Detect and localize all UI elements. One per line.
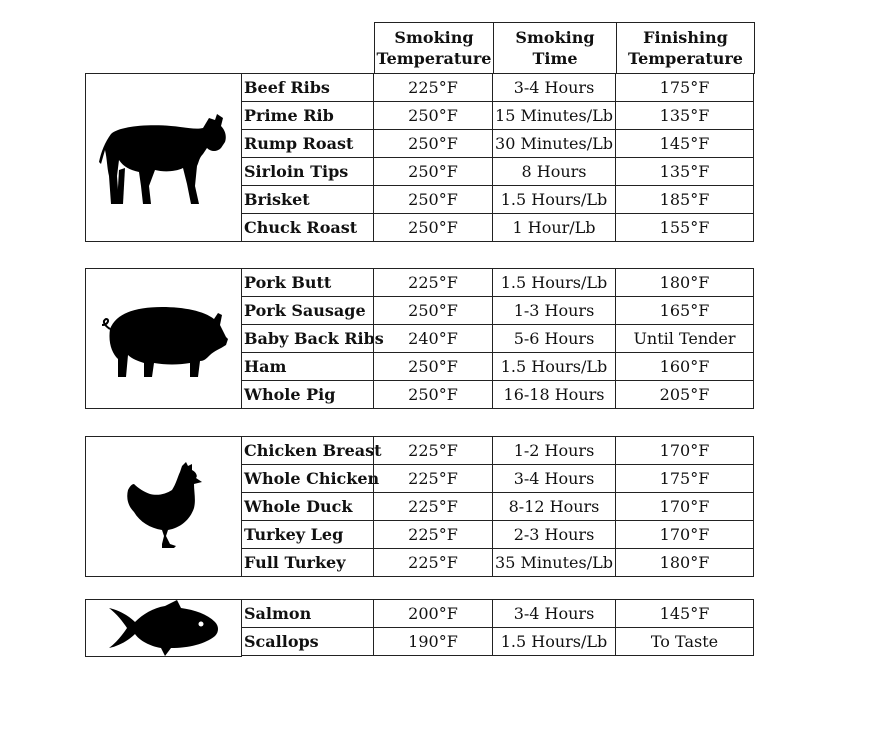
table-row: [241, 157, 754, 186]
smoking-time: 3-4 Hours: [492, 73, 616, 102]
finishing-temperature: 205°F: [615, 380, 754, 409]
meat-name: Beef Ribs: [241, 73, 374, 102]
smoking-temperature: 190°F: [373, 627, 493, 656]
smoking-time: 1.5 Hours/Lb: [492, 627, 616, 656]
finishing-temperature: 160°F: [615, 352, 754, 381]
meat-name: Whole Duck: [241, 492, 374, 521]
smoking-time: 2-3 Hours: [492, 520, 616, 549]
meat-name: Chicken Breast: [241, 436, 374, 465]
smoking-time: 30 Minutes/Lb: [492, 129, 616, 158]
smoking-time: 8 Hours: [492, 157, 616, 186]
smoking-time: 3-4 Hours: [492, 599, 616, 628]
smoking-temperature: 250°F: [373, 213, 493, 242]
finishing-temperature: 135°F: [615, 101, 754, 130]
header-finishing-temperature: Finishing Temperature: [616, 22, 755, 74]
group-rows: [241, 436, 754, 577]
meat-name: Whole Chicken: [241, 464, 374, 493]
table-row: [241, 324, 754, 353]
finishing-temperature: 170°F: [615, 520, 754, 549]
meat-name: Turkey Leg: [241, 520, 374, 549]
table-row: [241, 129, 754, 158]
finishing-temperature: 170°F: [615, 492, 754, 521]
finishing-temperature: 180°F: [615, 268, 754, 297]
table-row: [241, 492, 754, 521]
meat-name: Brisket: [241, 185, 374, 214]
smoking-temperature: 250°F: [373, 101, 493, 130]
meat-name: Rump Roast: [241, 129, 374, 158]
smoking-time: 16-18 Hours: [492, 380, 616, 409]
meat-name: Chuck Roast: [241, 213, 374, 242]
animal-cell: [85, 73, 242, 242]
poultry-group: [85, 436, 754, 577]
smoking-temperature: 225°F: [373, 492, 493, 521]
table-row: [241, 464, 754, 493]
table-row: [241, 436, 754, 465]
chicken-icon: [124, 462, 204, 552]
finishing-temperature: 145°F: [615, 599, 754, 628]
table-row: [241, 627, 754, 656]
finishing-temperature: 175°F: [615, 73, 754, 102]
fish-icon: [109, 600, 219, 656]
table-row: [241, 352, 754, 381]
meat-name: Baby Back Ribs: [241, 324, 374, 353]
animal-cell: [85, 268, 242, 409]
smoking-time: 1-2 Hours: [492, 436, 616, 465]
finishing-temperature: 165°F: [615, 296, 754, 325]
meat-name: Pork Butt: [241, 268, 374, 297]
finishing-temperature: Until Tender: [615, 324, 754, 353]
smoking-time: 1-3 Hours: [492, 296, 616, 325]
table-header: [374, 22, 755, 74]
meat-name: Sirloin Tips: [241, 157, 374, 186]
meat-name: Prime Rib: [241, 101, 374, 130]
finishing-temperature: 175°F: [615, 464, 754, 493]
smoking-time: 1.5 Hours/Lb: [492, 268, 616, 297]
cow-icon: [99, 108, 229, 208]
meat-name: Salmon: [241, 599, 374, 628]
table-row: [241, 73, 754, 102]
smoking-temperature: 200°F: [373, 599, 493, 628]
meat-name: Full Turkey: [241, 548, 374, 577]
table-row: [241, 548, 754, 577]
smoking-time: 5-6 Hours: [492, 324, 616, 353]
smoking-temperature: 250°F: [373, 380, 493, 409]
finishing-temperature: 145°F: [615, 129, 754, 158]
smoking-time: 3-4 Hours: [492, 464, 616, 493]
group-rows: [241, 268, 754, 409]
table-row: [241, 296, 754, 325]
smoking-temperature: 225°F: [373, 520, 493, 549]
smoking-temperature: 225°F: [373, 268, 493, 297]
table-row: [241, 520, 754, 549]
seafood-group: [85, 599, 754, 657]
animal-cell: [85, 436, 242, 577]
finishing-temperature: 185°F: [615, 185, 754, 214]
group-rows: [241, 599, 754, 657]
smoking-time: 8-12 Hours: [492, 492, 616, 521]
meat-name: Pork Sausage: [241, 296, 374, 325]
smoking-time: 1.5 Hours/Lb: [492, 352, 616, 381]
smoking-time: 15 Minutes/Lb: [492, 101, 616, 130]
table-row: [241, 599, 754, 628]
meat-name: Whole Pig: [241, 380, 374, 409]
smoking-temperature: 225°F: [373, 73, 493, 102]
finishing-temperature: To Taste: [615, 627, 754, 656]
smoking-temperature: 225°F: [373, 436, 493, 465]
header-smoking-temperature: Smoking Temperature: [374, 22, 494, 74]
smoking-temperature: 240°F: [373, 324, 493, 353]
table-row: [241, 101, 754, 130]
table-row: [241, 185, 754, 214]
header-smoking-time: Smoking Time: [493, 22, 617, 74]
table-row: [241, 380, 754, 409]
pig-icon: [96, 299, 231, 379]
table-row: [241, 213, 754, 242]
smoking-temperature: 250°F: [373, 296, 493, 325]
finishing-temperature: 155°F: [615, 213, 754, 242]
beef-group: [85, 73, 754, 242]
meat-name: Ham: [241, 352, 374, 381]
smoking-temperature: 250°F: [373, 129, 493, 158]
table-row: [241, 268, 754, 297]
smoking-temperature: 225°F: [373, 548, 493, 577]
smoking-temperature: 225°F: [373, 464, 493, 493]
smoking-temperature: 250°F: [373, 157, 493, 186]
smoking-time: 35 Minutes/Lb: [492, 548, 616, 577]
smoking-time: 1 Hour/Lb: [492, 213, 616, 242]
finishing-temperature: 180°F: [615, 548, 754, 577]
finishing-temperature: 135°F: [615, 157, 754, 186]
smoking-time: 1.5 Hours/Lb: [492, 185, 616, 214]
meat-name: Scallops: [241, 627, 374, 656]
group-rows: [241, 73, 754, 242]
pork-group: [85, 268, 754, 409]
smoking-temperature: 250°F: [373, 352, 493, 381]
smoking-temperature: 250°F: [373, 185, 493, 214]
animal-cell: [85, 599, 242, 657]
finishing-temperature: 170°F: [615, 436, 754, 465]
